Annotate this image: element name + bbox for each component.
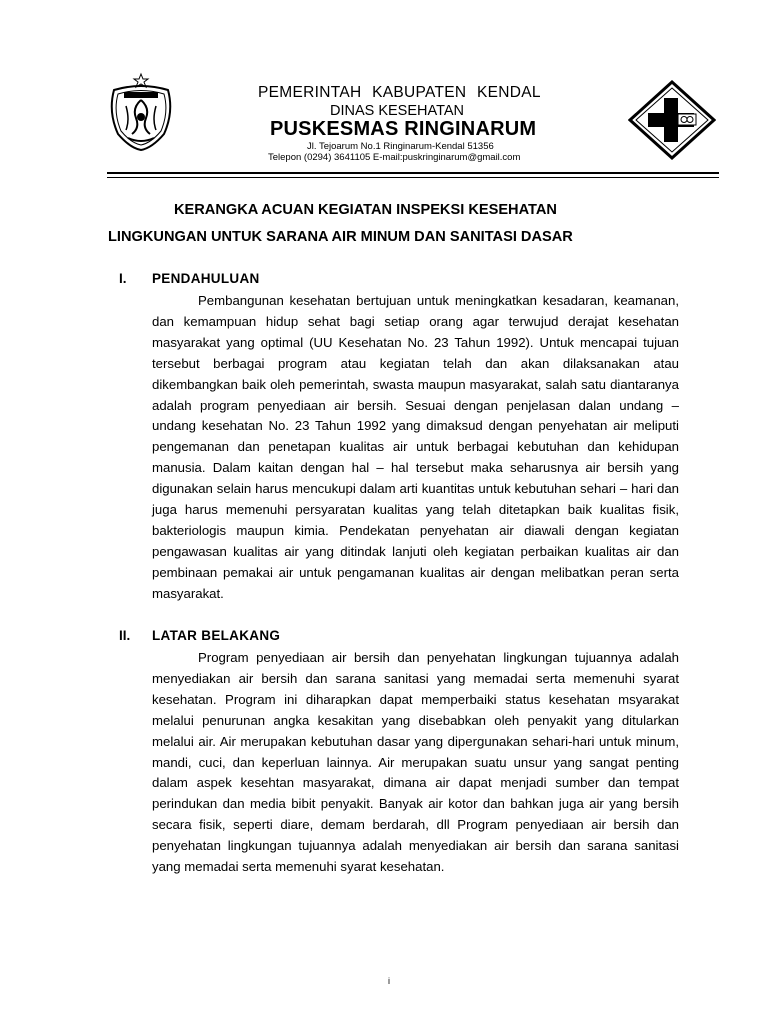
government-name: PEMERINTAH KABUPATEN KENDAL <box>258 84 541 101</box>
puskesmas-cross-icon <box>628 80 716 160</box>
section-paragraph: Pembangunan kesehatan bertujuan untuk meningkatkan kesadaran, keamanan, dan kemampuan hidup sehat bagi setiap orang agar terwujud derajat kesehatan masyarakat yang optimal (UU Kesehatan No. 23 Tahun 1992). Untuk mencapai tujuan tersebut berbagai program atau kegiatan telah dan akan dilaksanakan atau dikembangkan baik oleh pemerintah, swasta maupun masyarakat, salah satu diantaranya adalah program penyediaan air bersih. Sesuai dengan penjelasan dalan undang – undang kesehatan No. 23 Tahun 1992 yang dimaksud dengan penyehatan air meliputi pengemanan dan penetapan kualitas air untuk berbagai kebutuhan dan kehidupan manusia. Dalam kaitan dengan hal – hal tersebut maka seharusnya air bersih yang digunakan selain harus mencukupi dalam arti kuantitas untuk kebutuhan sehari – hari dan juga harus memenuhi persyaratan kualitas yang telah ditetapkan baik kualitas fisik, bakteriologis maupun kimia. Pendekatan penyehatan air diawali dengan kegiatan pengawasan kualitas air yang ditindak lanjuti oleh kegiatan perbaikan kualitas air dan pembinaan pemakai air untuk pengamanan kualitas air dengan melibatkan peran serta masyarakat. <box>152 293 679 601</box>
section-heading: LATAR BELAKANG <box>152 628 281 643</box>
kendal-regency-crest-icon <box>104 72 178 152</box>
department-name: DINAS KESEHATAN <box>330 103 465 119</box>
section-number: I. <box>119 271 127 286</box>
section-number: II. <box>119 628 131 643</box>
institution-address: Jl. Tejoarum No.1 Ringinarum-Kendal 51356 <box>307 141 494 152</box>
document-title-line1: KERANGKA ACUAN KEGIATAN INSPEKSI KESEHATAN <box>174 202 557 218</box>
page-number: i <box>388 976 390 986</box>
institution-name: PUSKESMAS RINGINARUM <box>270 118 537 140</box>
institution-contact: Telepon (0294) 3641105 E-mail:puskringinarum@gmail.com <box>268 152 521 163</box>
section-paragraph: Program penyediaan air bersih dan penyehatan lingkungan tujuannya adalah menyediakan air bersih dan sarana sanitasi yang memadai serta memenuhi syarat kesehatan. Program ini diharapkan dapat memperbaiki status kesehatan msyarakat melalui penurunan angka kesakitan yang disebabkan oleh penyakit yang ditularkan melalui air. Air merupakan kebutuhan dasar yang dipergunakan sehari-hari untuk minum, mandi, cuci, dan keperluan lainnya. Air merupakan suatu unsur yang sangat penting dalam aspek kesehtan masyarakat, dimana air dapat menjadi sumber dan tempat perindukan dan media bibit penyakit. Banyak air kotor dan bahkan juga air yang bersih secara fisik, seperti diare, demam berdarah, dll Program penyediaan air bersih dan penyehatan lingkungan tujuannya adalah menyediakan air bersih dan sarana sanitasi yang memadai serta memenuhi syarat kesehatan. <box>152 650 679 875</box>
document-title-line2: LINGKUNGAN UNTUK SARANA AIR MINUM DAN SANITASI DASAR <box>108 229 573 245</box>
letterhead-rule-thin <box>107 177 719 178</box>
letterhead-rule-thick <box>107 172 719 174</box>
section-heading: PENDAHULUAN <box>152 271 260 286</box>
